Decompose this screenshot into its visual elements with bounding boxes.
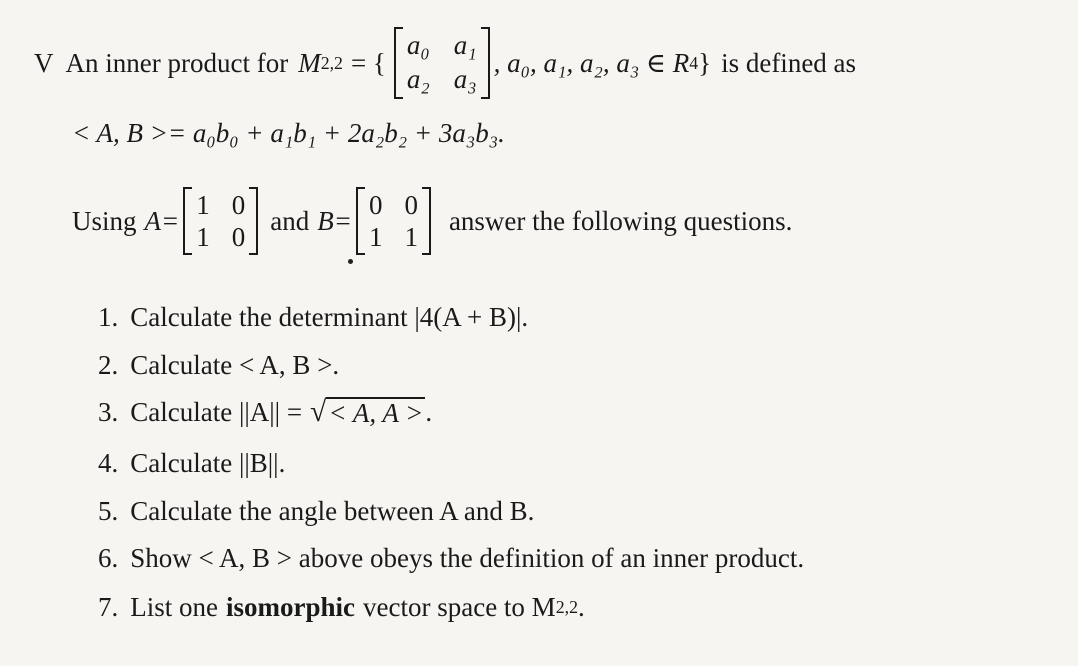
question-text: Calculate ||B||. [130,448,286,478]
question-item [98,302,528,333]
set-close-brace: } [698,47,712,78]
question-number: 5. [98,496,119,526]
inner-product-formula: < A, B >= a₀b₀ + a₁b₁ + 2a₂b₂ + 3a₃b₃. [72,118,505,148]
question-text-end: . [425,397,433,427]
question-number: 1. [98,302,119,332]
question-item [98,496,534,527]
inner-product-definition [72,118,505,149]
question-number: 6. [98,543,119,573]
and-text: and [270,205,310,236]
matrix-b-entry: 0 [404,189,418,220]
matrix-a-entry: 0 [231,222,246,252]
set-condition: , a₀, a₁, a₂, a₃ ∈ R [493,47,690,78]
using-text: Using [72,205,137,236]
question-item [98,592,585,623]
matrix-b-label: B= [317,205,352,236]
question-number: 3. [98,397,119,427]
defined-as-text: is defined as [721,47,857,78]
instruction-text: answer the following questions. [448,205,793,236]
square-root [310,396,425,429]
space-subscript: 2,2 [555,597,578,617]
question-text: Calculate < A, B >. [130,350,340,380]
question-number: 2. [98,350,119,380]
stray-dot [348,259,353,264]
radicand: < A, A > [328,398,424,429]
matrix-entry: a₁ [453,30,477,61]
question-number: 4. [98,448,119,478]
matrix-b-entry: 1 [404,222,418,252]
matrix-a-label: A= [144,205,180,236]
equals-brace: = { [350,47,386,78]
problem-statement-line [34,22,856,104]
question-item [98,448,285,479]
matrix-entry: a₀ [406,30,430,61]
question-text: Calculate the angle between A and B. [130,496,535,526]
matrix-entry: a₂ [406,64,430,94]
question-text-end: . [577,592,585,622]
space-name: M [298,47,321,78]
question-text: List one [130,592,218,622]
intro-text: An inner product for [65,47,289,78]
question-text-tail: vector space to M [363,592,556,622]
matrix-b-entry: 1 [368,222,383,252]
emphasized-term: isomorphic [226,592,356,622]
question-text: Calculate ||A|| = [130,397,303,427]
matrix-b-entry: 0 [368,189,383,220]
question-text: Calculate the determinant |4(A + B)|. [130,302,529,332]
matrix-entry: a₃ [453,64,477,94]
given-matrices-line [72,186,792,256]
question-item [98,350,339,381]
matrix-a-entry: 1 [196,222,210,252]
radical-sign-icon: √ [310,396,327,428]
problem-numeral: V [34,47,54,78]
matrix-a [183,187,258,256]
matrix-a-entry: 1 [196,189,210,220]
matrix-a-entry: 0 [231,189,246,220]
question-text: Show < A, B > above obeys the definition of an inner product. [130,543,805,573]
matrix-b [356,187,431,256]
space-subscript: 2,2 [320,52,343,73]
question-number: 7. [98,592,119,622]
set-condition-superscript: 4 [689,52,699,73]
question-item [98,543,804,574]
question-item [98,396,432,429]
general-matrix [394,27,490,99]
